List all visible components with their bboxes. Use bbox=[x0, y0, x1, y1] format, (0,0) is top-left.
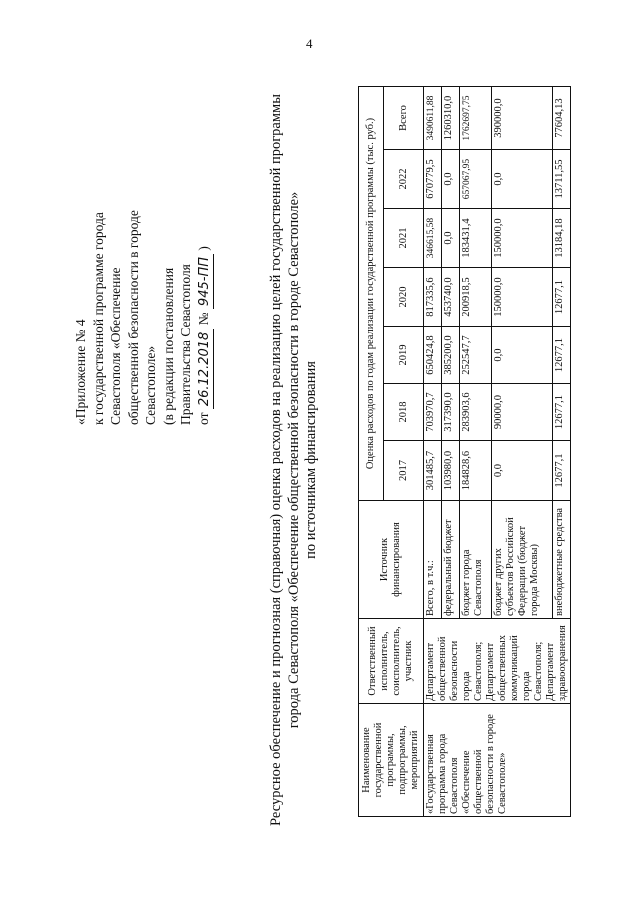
value-cell: 317390,0 bbox=[441, 384, 459, 441]
value-cell: 385200,0 bbox=[441, 327, 459, 384]
value-cell: 301485,7 bbox=[424, 441, 442, 501]
title-line: Ресурсное обеспечение и прогнозная (справочная) оценка расходов на реализацию целей государственной программы bbox=[268, 94, 284, 826]
value-cell: 150000,0 bbox=[492, 268, 553, 327]
value-cell: 12677,1 bbox=[553, 268, 571, 327]
appendix-line: Правительства Севастополя bbox=[178, 264, 193, 425]
header-year: 2017 bbox=[384, 441, 424, 501]
date-prefix: от bbox=[195, 412, 211, 425]
value-cell: 184828,6 bbox=[459, 441, 491, 501]
value-cell: 200918,5 bbox=[459, 268, 491, 327]
appendix-line: Севастополя «Обеспечение bbox=[108, 267, 123, 425]
value-cell: 183431,4 bbox=[459, 209, 491, 268]
header-estimate: Оценка расходов по годам реализации государственной программы (тыс. руб.) bbox=[359, 87, 384, 501]
header-source: Источник финансирования bbox=[359, 501, 424, 619]
header-executor: Ответственный исполнитель, соисполнитель, участник bbox=[359, 619, 424, 704]
source-cell: бюджет города Севастополя bbox=[459, 501, 491, 619]
header-row bbox=[359, 87, 384, 817]
value-cell: 657067,95 bbox=[459, 150, 491, 209]
value-cell: 346615,58 bbox=[424, 209, 442, 268]
title-line: города Севастополя «Обеспечение общественной безопасности в городе Севастополе» bbox=[285, 191, 302, 729]
value-cell: 252547,7 bbox=[459, 327, 491, 384]
executor-cell: Департамент общественной безопасности города Севастополя; Департамент общественных коммуникаций города Севастополя; Департамент здравоохранения bbox=[424, 619, 571, 704]
value-cell: 0,0 bbox=[492, 327, 553, 384]
value-cell: 817335,6 bbox=[424, 268, 442, 327]
header-year: 2019 bbox=[384, 327, 424, 384]
appendix-line: (в редакции постановления bbox=[160, 267, 176, 425]
value-cell: 90000,0 bbox=[492, 384, 553, 441]
document-title bbox=[268, 45, 321, 875]
value-cell: 0,0 bbox=[492, 441, 553, 501]
source-cell: бюджет других субъектов Российской Федерации (бюджет города Москвы) bbox=[492, 501, 553, 619]
value-cell: 0,0 bbox=[492, 150, 553, 209]
handwritten-number: 945-ПП bbox=[196, 254, 215, 309]
appendix-line: Севастополе» bbox=[143, 345, 158, 425]
header-year: 2018 bbox=[384, 384, 424, 441]
value-cell: 703970,7 bbox=[424, 384, 442, 441]
value-cell: 12677,1 bbox=[553, 384, 571, 441]
title-line: по источникам финансирования bbox=[303, 361, 319, 559]
header-total: Всего bbox=[384, 87, 424, 150]
source-cell: Всего, в т.ч.: bbox=[424, 501, 442, 619]
value-cell: 670779,5 bbox=[424, 150, 442, 209]
value-cell: 12677,1 bbox=[553, 327, 571, 384]
appendix-line: общественной безопасности в городе bbox=[125, 210, 141, 425]
value-cell: 103980,0 bbox=[441, 441, 459, 501]
total-cell: 1762697,75 bbox=[459, 87, 491, 150]
resolution-date-line bbox=[195, 155, 215, 425]
header-year: 2021 bbox=[384, 209, 424, 268]
header-year: 2020 bbox=[384, 268, 424, 327]
page-number: 4 bbox=[306, 36, 313, 51]
value-cell: 453740,0 bbox=[441, 268, 459, 327]
number-prefix: № bbox=[195, 312, 211, 326]
value-cell: 650424,8 bbox=[424, 327, 442, 384]
handwritten-date: 26.12.2018 bbox=[196, 329, 215, 409]
total-cell: 3490611,88 bbox=[424, 87, 442, 150]
total-cell: 1260310,0 bbox=[441, 87, 459, 150]
appendix-block bbox=[72, 155, 214, 425]
appendix-line: «Приложение № 4 bbox=[73, 319, 88, 425]
value-cell: 0,0 bbox=[441, 150, 459, 209]
value-cell: 150000,0 bbox=[492, 209, 553, 268]
value-cell: 12677,1 bbox=[553, 441, 571, 501]
value-cell: 13711,55 bbox=[553, 150, 571, 209]
header-name: Наименование государственной программы, подпрограммы, мероприятий bbox=[359, 704, 424, 817]
source-cell: внебюджетные средства bbox=[553, 501, 571, 619]
value-cell: 0,0 bbox=[441, 209, 459, 268]
appendix-line: к государственной программе города bbox=[90, 212, 106, 425]
total-cell: 390000,0 bbox=[492, 87, 553, 150]
total-cell: 77604,13 bbox=[553, 87, 571, 150]
program-name-cell: «Государственная программа города Севастополя «Обеспечение общественной безопасности в городе Севастополе» bbox=[424, 704, 571, 817]
value-cell: 13184,18 bbox=[553, 209, 571, 268]
funding-table bbox=[358, 86, 571, 817]
source-cell: федеральный бюджет bbox=[441, 501, 459, 619]
header-year: 2022 bbox=[384, 150, 424, 209]
value-cell: 283903,6 bbox=[459, 384, 491, 441]
table-row bbox=[424, 87, 442, 817]
closing-paren: ) bbox=[195, 246, 211, 251]
